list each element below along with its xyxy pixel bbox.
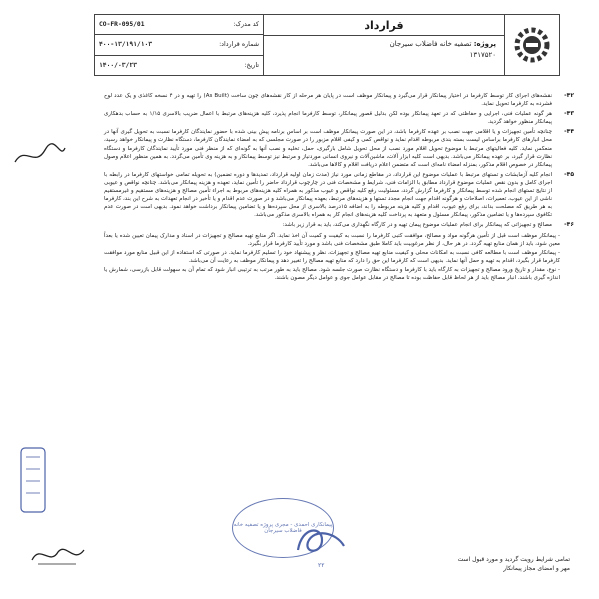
clause-number: -۴۳ xyxy=(564,110,574,118)
clause-text: هر گونه عملیات فنی، اجرایی و حفاظتی که در تعهد پیمانکار بوده لکن بدلیل قصور پیمانکار، توسط کارفرما انجام پذیرد، کلیه هزینه‌های مرتبط با اعمال ضریب بالاسری ۱/۱۵ به حساب بدهکاری پیمانکار منظور خواهد گردید. xyxy=(104,111,552,126)
document-header xyxy=(94,14,560,76)
list-item: - نوع، مقدار و تاریخ ورود مصالح و تجهیزات به کارگاه باید با کارفرما و دستگاه نظارت صورت جلسه شود. مصالح باید به طور مرتب به ترتیبی انبار شود که تمام آن به سهولت قابل بازرسی، شمارش یا اندازه گیری باشند. انبار مصالح باید از هر لحاظ قابل حفاظت بوده تا مصالح در مقابل عوامل جوی و عوامل دیگر مصون باشند. xyxy=(104,266,560,281)
company-logo xyxy=(504,15,559,75)
date-row xyxy=(95,56,263,75)
clause-text: نقشه‌های اجرای کار توسط کارفرما در اختیار پیمانکار قرار می‌گیرد و پیمانکار موظف است در پایان هر مرحله از کار نقشه‌های چون ساخت (As Built) را تهیه و در ۴ نسخه کاغذی و یک عدد لوح فشرده به کارفرما تحویل نماید. xyxy=(104,93,552,108)
clause-number: -۴۵ xyxy=(564,170,574,178)
clause-number: -۴۲ xyxy=(564,92,574,99)
contract-body xyxy=(104,92,574,283)
form-code-row xyxy=(95,15,263,35)
footer xyxy=(395,555,570,573)
clause-44 xyxy=(104,128,574,168)
form-code: CO-FR-095/01 xyxy=(99,21,145,29)
project-code: ۱۳۱۷۵۲۰ xyxy=(469,51,496,59)
stamp-text: پیمانکاری احمدی - مجری پروژه تصفیه خانه فاضلاب سیرجان xyxy=(233,522,333,534)
list-item: - پیمانکار موظف است با مطالعه کافی نسبت به امکانات محلی و کیفیت منابع تهیه مصالح و تجهیزات، نظر و پیشنهاد خود را تسلیم کارفرما نماید. در صورتی که استفاده از این قبیل منابع مورد موافقت کارفرما قرار بگیرد، اقدام به تهیه و حمل آنها نماید. بدیهی است که کارفرما این حق را دارد که منابع تهیه مصالح را تغییر دهد و پیمانکار موظف به رعایت آن می‌باشد. xyxy=(104,249,560,264)
clause-45 xyxy=(104,171,574,220)
clause-43 xyxy=(104,110,574,126)
signature-mark-icon xyxy=(28,540,88,570)
project-label: پروژه: xyxy=(473,40,496,48)
signature-mark-icon xyxy=(10,140,70,170)
stamp-seal-icon xyxy=(18,445,48,515)
signature-mark-icon xyxy=(292,520,352,560)
contract-number-row xyxy=(95,35,263,55)
contract-number: ۴۰۰-۱۳/۱۹۱/۱۰۳ xyxy=(99,41,153,49)
clause-text: چنانچه تأمین تجهیزات و یا اقلامی جهت نصب بر عهده کارفرما باشد، در این صورت پیمانکار موظف است بر اساس برنامه پیش بینی شده با حضور نمایندگان کارفرما نسبت به تحویل گیری آنها در محل انبارهای کارفرما براساس لیست بسته بندی مربوطه اقدام نماید و نواقص کمی و کیفی اقلام مزبور را در صورت مجلسی که به امضاء نمایندگان کارفرما، دستگاه نظارت و پیمانکار خواهد رسید، منعکس نماید. کلیه فعالیتهای مرتبط با موضوع تحویل اقلام مورد نصب از محل تحویل شامل بارگیری، حمل، تخلیه و نصب آنها به گونه‌ای که از منظر فنی مورد تأیید نمایندگان کارفرما و دستگاه نظارت قرار گیرد، بر عهده پیمانکار می‌باشد. بدیهی است کلیه ابزار آلات، ماشین‌آلات و نیروی انسانی موردنیاز و مرتبط نیز توسط پیمانکار و به هزینه وی تأمین می‌گردد. به همین منظور اعلام وصول پیمانکار در خصوص اقلام مذکور، بمنزله امضاء نامه‌ای است که متضمن اعلام دریافت اقلام و کالاها می‌باشد. xyxy=(104,129,552,168)
page-number: ۲۲ xyxy=(318,562,325,569)
clause-42 xyxy=(104,92,574,108)
date-label: تاریخ: xyxy=(244,61,259,69)
footer-signature-label: مهر و امضای مجاز پیمانکار xyxy=(503,565,570,572)
contract-number-label: شماره قرارداد: xyxy=(219,41,259,49)
clause-text: انجام کلیه آزمایشات و تستهای مرتبط با عملیات موضوع این قرارداد، در مقاطع زمانی مورد نیاز (مدت زمان اولیه قرارداد، تمدیدها و دوره تضمین) به تحویله تمامی خواستهای کارفرما در رابطه با اجرای کامل و بدون نقص عملیات موضوع قرارداد مطابق با الزامات فنی، شرایط و مشخصات فنی در چارچوب قرارداد حاضر را تأمین نماید، تعهده و هزینه پیمانکار می‌باشد. چنانچه نواقص و عیوبی از نتایج تستهای انجام شده توسط پیمانکار و کارفرما گزارش گردد، مسئولیت رفع کلیه نواقص و عیوب مذکور به همراه کلیه هزینه‌های مربوط به اجراء تأمین مصالح و هزینه‌های مستقیم و غیرمستقیم ناشی از این عیوب، تعمیرات، اصلاحات و هرگونه اقدام جهت انجام مجدد تستها و هزینه‌های مرتبط، بعهده پیمانکار می‌باشد و در صورت عدم اقدام و یا تأخیر در انجام تعهدات به شرح این بند، کارفرما به هر طریق که مصلحت بداند، برای رفع عیوب، اقدام و کلیه هزینه مربوطه را به اضافه ۱۵درصد بالاسری از محل سپرده‌ها و یا تضامین پیمانکار برداشت خواهد نمود. بدیهی است در صورت عدم تکافوی سپرده‌ها و یا تضامین مذکور، پیمانکار مسئول و متعهد به پرداخت کلیه هزینه‌های انجام کار به همراه بالاسری مذکور می‌باشد. xyxy=(104,171,552,219)
form-code-label: کد مدرک: xyxy=(233,21,259,29)
list-item: - پیمانکار موظف است قبل از تأمین هرگونه مواد و مصالح، موافقت کتبی کارفرما را نسبت به کیفیت و کمیت آن اخذ نماید. اگر منابع تهیه مصالح و تجهیزات در اسناد و مدارک پیمان تعیین شده یا بعداً معین شود، باید از همان منابع تهیه گردد. در هر حال، از نظر مرغوبیت باید کاملا طبق مشخصات فنی باشد و مورد تأیید کارفرما قرار بگیرد. xyxy=(104,232,560,247)
date: ۱۴۰۰/۰۳/۲۳ xyxy=(99,61,137,69)
clause-number: -۴۴ xyxy=(564,128,574,136)
page-title: قرارداد xyxy=(264,15,504,36)
clause-text: مصالح و تجهیزاتی که پیمانکار برای انجام عملیات موضوع پیمان تهیه و در کارگاه نگهداری می‌کند، باید به قرار زیر باشد: xyxy=(282,222,552,229)
project-name: تصفیه خانه فاضلاب سیرجان xyxy=(389,40,472,48)
project-info xyxy=(264,36,504,75)
document-info-box xyxy=(95,15,264,75)
footer-acceptance: تمامی شرایط رویت گردید و مورد قبول است xyxy=(457,556,570,563)
header-title-block xyxy=(264,15,504,75)
clause-number: -۴۶ xyxy=(564,221,574,229)
clause-46 xyxy=(104,221,574,229)
gear-logo-icon xyxy=(511,24,553,66)
